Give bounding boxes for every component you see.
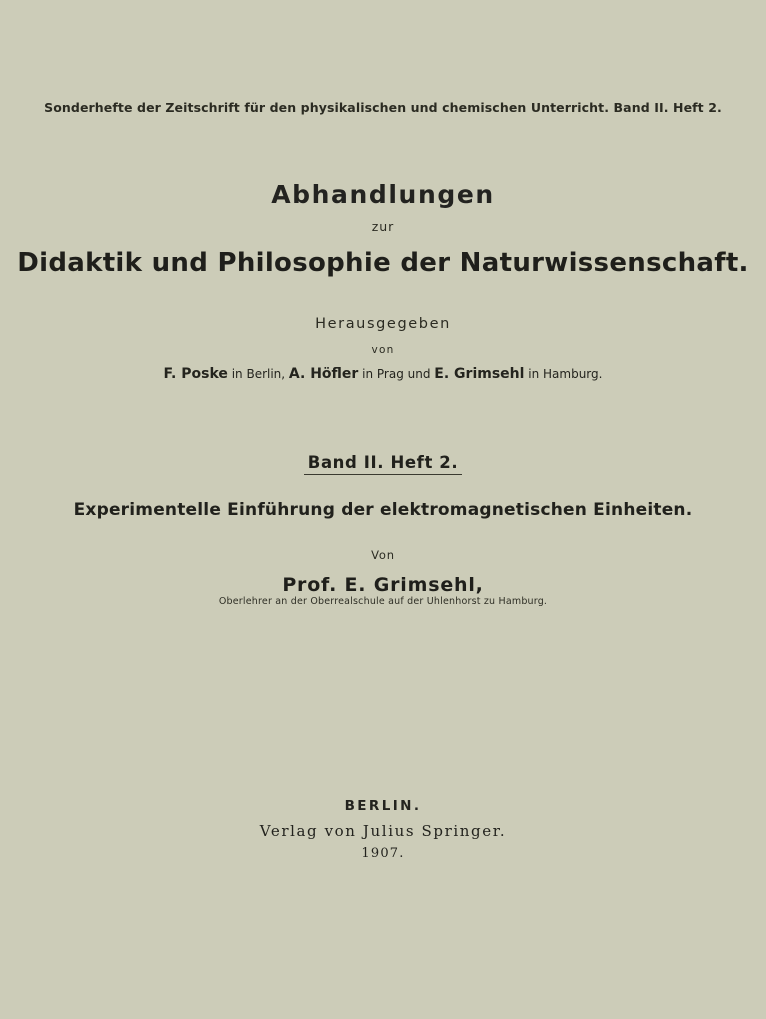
- author-name: Prof. E. Grimsehl,: [282, 574, 484, 596]
- page-subtitle: Didaktik und Philosophie der Naturwissenschaft.: [17, 248, 749, 278]
- series-line: Sonderhefte der Zeitschrift für den physikalischen und chemischen Unterricht. Band II. Heft 2.: [44, 100, 722, 115]
- imprint-year: 1907.: [361, 846, 405, 861]
- editors-label: Herausgegeben: [315, 316, 451, 332]
- editor-place-2: in Prag und: [358, 367, 435, 381]
- editors-von: von: [371, 344, 395, 356]
- page-title: Abhandlungen: [271, 180, 495, 209]
- author-affiliation: Oberlehrer an der Oberrealschule auf der Uhlenhorst zu Hamburg.: [218, 596, 548, 607]
- article-title: Experimentelle Einführung der elektromagnetischen Einheiten.: [73, 500, 693, 520]
- editor-place-3: in Hamburg.: [524, 367, 603, 381]
- editor-place-1: in Berlin,: [227, 367, 289, 381]
- imprint-city: BERLIN.: [344, 798, 422, 814]
- editors-names: [0, 366, 766, 382]
- editor-name-1: F. Poske: [163, 366, 228, 382]
- author-von: Von: [371, 548, 395, 562]
- imprint-publisher: Verlag von Julius Springer.: [259, 822, 507, 840]
- editor-name-2: A. Höfler: [288, 366, 359, 382]
- issue-designation: [0, 453, 766, 475]
- editor-name-3: E. Grimsehl: [434, 366, 525, 382]
- title-connector: zur: [371, 219, 395, 234]
- issue-designation-text: Band II. Heft 2.: [304, 453, 462, 475]
